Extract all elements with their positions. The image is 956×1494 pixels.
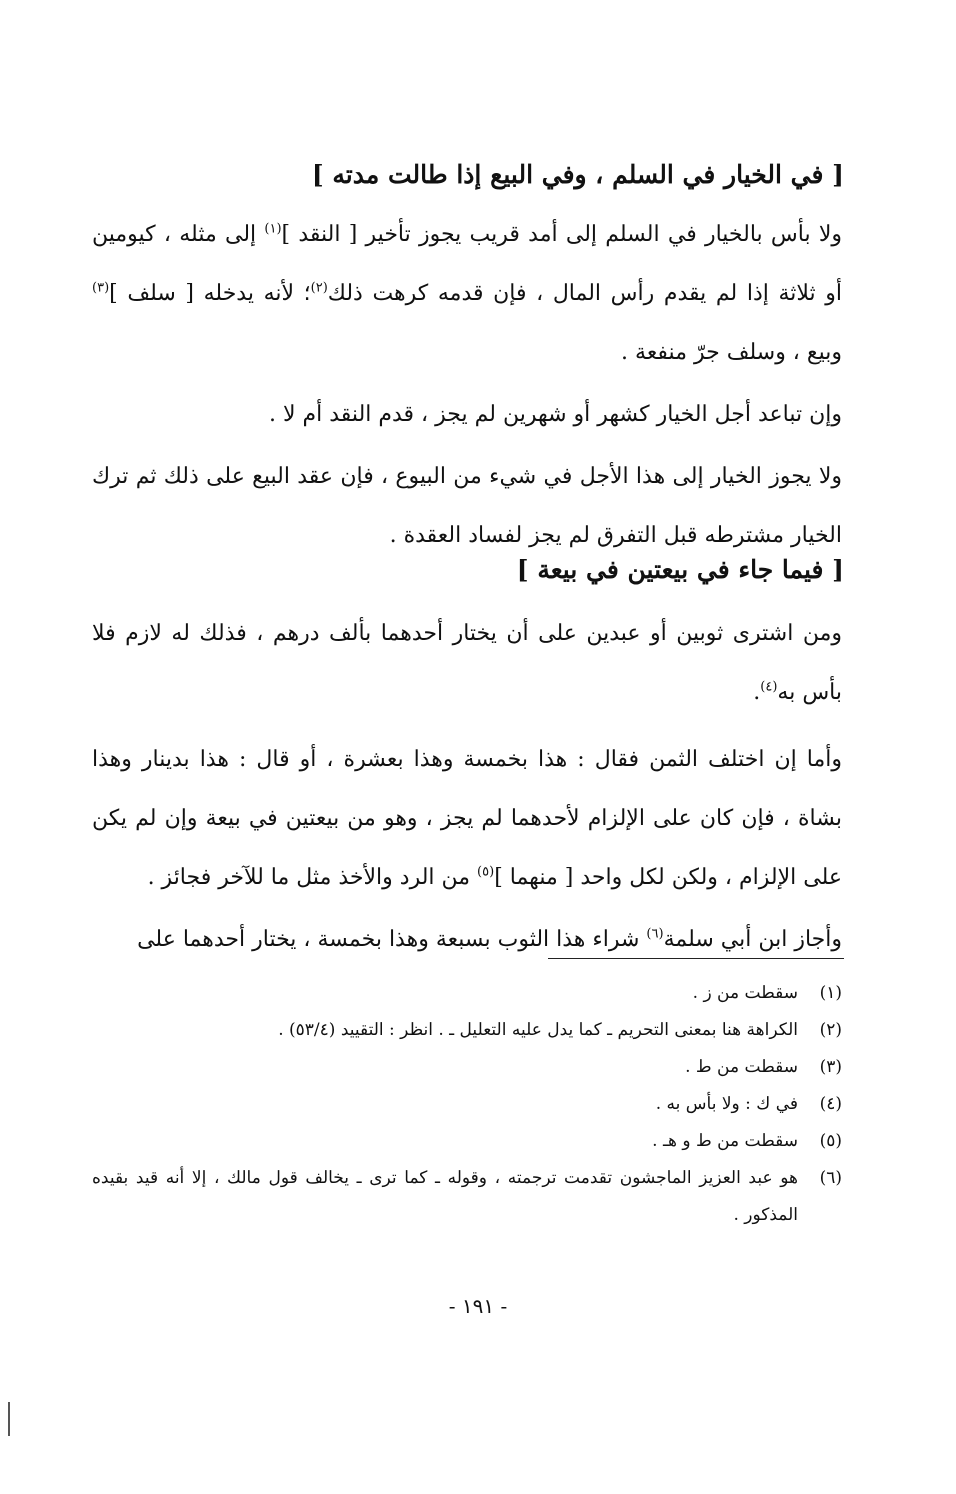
footnote-number: (٣) bbox=[819, 1057, 842, 1077]
paragraph-1 bbox=[92, 205, 842, 382]
paragraph-4 bbox=[92, 604, 842, 722]
section-heading-bayatayn: [ فيما جاء في بيعتين في بيعة ] bbox=[516, 555, 844, 584]
footnote-4 bbox=[92, 1086, 842, 1123]
paragraph-5 bbox=[92, 730, 842, 907]
footnote-text: سقطت من ط و هـ . bbox=[652, 1131, 798, 1151]
paragraph-1-part-c: ؛ لأنه يدخله [ سلف ] bbox=[109, 281, 311, 306]
paragraph-1-part-d: وبيع ، وسلف جرّ منفعة . bbox=[621, 340, 842, 365]
footnote-text: سقطت من ز . bbox=[692, 983, 798, 1003]
paragraph-1-part-a: ولا بأس بالخيار في السلم إلى أمد قريب يجوز تأخير [ النقد ] bbox=[281, 222, 842, 247]
footnote-3 bbox=[92, 1049, 842, 1086]
footnote-number: (٢) bbox=[819, 1020, 842, 1040]
footnote-ref-6: (٦) bbox=[646, 926, 664, 942]
footnote-number: (١) bbox=[819, 983, 842, 1003]
footnote-text: هو عبد العزيز الماجشون تقدمت ترجمته ، وقوله ـ كما ترى ـ يخالف قول مالك ، إلا أنه قيد بقيده المذكور . bbox=[92, 1168, 798, 1225]
footnote-1 bbox=[92, 975, 842, 1012]
footnote-6 bbox=[92, 1160, 842, 1234]
footnote-ref-1: (١) bbox=[264, 221, 282, 237]
footnote-ref-5: (٥) bbox=[477, 864, 495, 880]
paragraph-3: ولا يجوز الخيار إلى هذا الأجل في شيء من البيوع ، فإن عقد البيع على ذلك ثم ترك الخيار مشترطه قبل التفرق لم يجز لفساد العقدة . bbox=[92, 464, 842, 548]
footnote-ref-2: (٢) bbox=[310, 280, 328, 296]
footnote-2 bbox=[92, 1012, 842, 1049]
paragraph-6 bbox=[92, 910, 842, 969]
footnote-text: سقطت من ط . bbox=[685, 1057, 798, 1077]
section-body-khiyar bbox=[92, 205, 842, 565]
paragraph-5-part-a: وأما إن اختلف الثمن فقال : هذا بخمسة وهذا بعشرة ، أو قال : هذا بدينار وهذا بشاة ، فإن كان على الإلزام لأحدهما لم يجز ، وهو من بيعتين في بيعة وإن لم يكن على الإلزام ، ولكن لكل واحد [ منهما ] bbox=[92, 747, 842, 890]
paragraph-1-part-b: إلى مثله ، كيومين أو ثلاثة إذا لم يقدم رأس المال ، فإن قدمه كرهت ذلك bbox=[92, 222, 842, 306]
footnote-number: (٤) bbox=[819, 1094, 842, 1114]
paragraph-6-part-a: وأجاز ابن أبي سلمة bbox=[663, 927, 842, 952]
footnote-text: في ك : ولا بأس به . bbox=[655, 1094, 798, 1114]
footnote-ref-3: (٣) bbox=[92, 280, 110, 296]
footnote-number: (٦) bbox=[819, 1168, 842, 1188]
section-heading-khiyar: [ في الخيار في السلم ، وفي البيع إذا طالت مدته ] bbox=[311, 160, 844, 189]
paragraph-4-part-a: ومن اشترى ثوبين أو عبدين على أن يختار أحدهما بألف درهم ، فذلك له لازم فلا بأس به bbox=[92, 621, 842, 705]
footnotes-list bbox=[92, 975, 842, 1234]
scan-edge-mark bbox=[8, 1402, 10, 1436]
footnote-ref-4: (٤) bbox=[760, 679, 778, 695]
paragraph-2: وإن تباعد أجل الخيار كشهر أو شهرين لم يجز ، قدم النقد أم لا . bbox=[269, 402, 842, 427]
page-number: - ١٩١ - bbox=[448, 1294, 508, 1318]
section-body-bayatayn bbox=[92, 604, 842, 969]
footnote-separator bbox=[548, 958, 844, 959]
footnote-text: الكراهة هنا بمعنى التحريم ـ كما يدل عليه التعليل ـ . انظر : التقييد (٥٣/٤) . bbox=[278, 1020, 798, 1040]
footnote-5 bbox=[92, 1123, 842, 1160]
paragraph-6-part-b: شراء هذا الثوب بسبعة وهذا بخمسة ، يختار أحدهما على bbox=[137, 927, 647, 952]
footnote-number: (٥) bbox=[819, 1131, 842, 1151]
paragraph-4-part-b: . bbox=[753, 680, 761, 705]
paragraph-5-part-b: من الرد والأخذ مثل ما للآخر فجائز . bbox=[147, 865, 478, 890]
